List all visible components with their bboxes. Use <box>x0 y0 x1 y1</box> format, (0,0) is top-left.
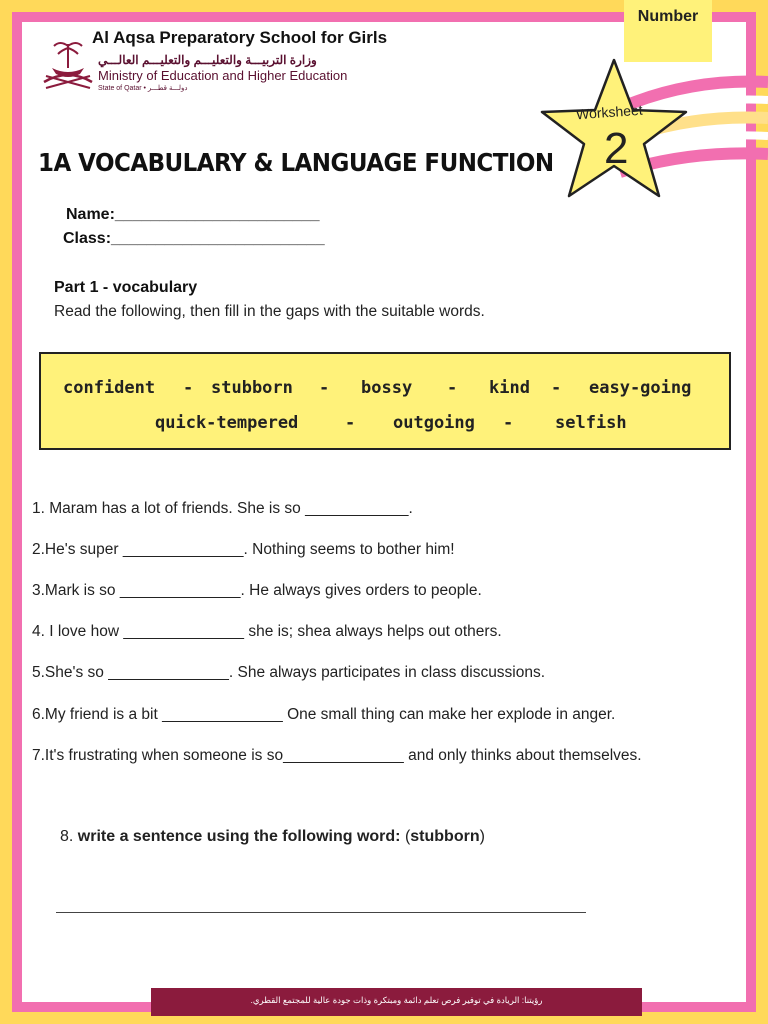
number-box <box>624 0 712 62</box>
worksheet-title: 1A VOCABULARY & LANGUAGE FUNCTION <box>38 148 554 177</box>
word-outgoing: outgoing <box>393 413 475 433</box>
worksheet-number: 2 <box>604 124 629 173</box>
word-bossy: bossy <box>361 378 413 398</box>
word-separator: - <box>551 378 562 398</box>
question-8-open-paren: ( <box>404 828 411 845</box>
part1-heading: Part 1 - vocabulary <box>54 279 198 296</box>
question-8-close-paren: ) <box>479 828 485 845</box>
word-separator: - <box>319 378 330 398</box>
question-8-word: stubborn <box>410 828 480 845</box>
question-8-prompt: write a sentence using the following word: <box>77 828 401 845</box>
word-separator: - <box>447 378 458 398</box>
class-field[interactable]: Class:________________________ <box>63 230 325 247</box>
word-separator: - <box>183 378 194 398</box>
name-field[interactable]: Name:_______________________ <box>66 206 320 223</box>
word-bank <box>39 352 731 450</box>
answer-line[interactable] <box>56 912 586 913</box>
question-8 <box>60 828 485 846</box>
part1-instruction: Read the following, then fill in the gaps with the suitable words. <box>54 303 485 320</box>
question-3: 3.Mark is so ______________. He always gives orders to people. <box>32 582 482 599</box>
question-4: 4. I love how ______________ she is; shea always helps out others. <box>32 623 502 640</box>
footer-vision-text: رؤيتنا: الريادة في توفير فرص تعلم دائمة ومبتكرة وذات جودة عالية للمجتمع القطري. <box>250 995 543 1005</box>
word-quick-tempered: quick-tempered <box>155 413 299 433</box>
question-1: 1. Maram has a lot of friends. She is so ____________. <box>32 500 413 517</box>
word-confident: confident <box>63 378 156 398</box>
question-6: 6.My friend is a bit ______________ One small thing can make her explode in anger. <box>32 706 616 723</box>
ministry-english: Ministry of Education and Higher Education <box>98 68 348 83</box>
word-kind: kind <box>489 378 530 398</box>
word-easy-going: easy-going <box>589 378 692 398</box>
number-label: Number <box>637 8 699 25</box>
word-separator: - <box>503 413 514 433</box>
question-5: 5.She's so ______________. She always participates in class discussions. <box>32 664 546 681</box>
footer-banner <box>151 988 642 1016</box>
question-7: 7.It's frustrating when someone is so______________ and only thinks about themselves. <box>32 747 642 764</box>
word-stubborn: stubborn <box>211 378 293 398</box>
word-separator: - <box>345 413 356 433</box>
school-name: Al Aqsa Preparatory School for Girls <box>92 28 388 47</box>
question-2: 2.He's super ______________. Nothing seems to bother him! <box>32 541 455 558</box>
ministry-arabic: وزارة التربيـــة والتعليـــم والتعليـــم العالـــي <box>98 53 317 67</box>
ministry-logo-icon <box>38 38 98 94</box>
worksheet-label: Worksheet <box>575 101 644 123</box>
question-8-number: 8. <box>60 828 74 845</box>
word-selfish: selfish <box>555 413 627 433</box>
state-of-qatar: State of Qatar • دولـــة قطـــر <box>98 85 188 92</box>
